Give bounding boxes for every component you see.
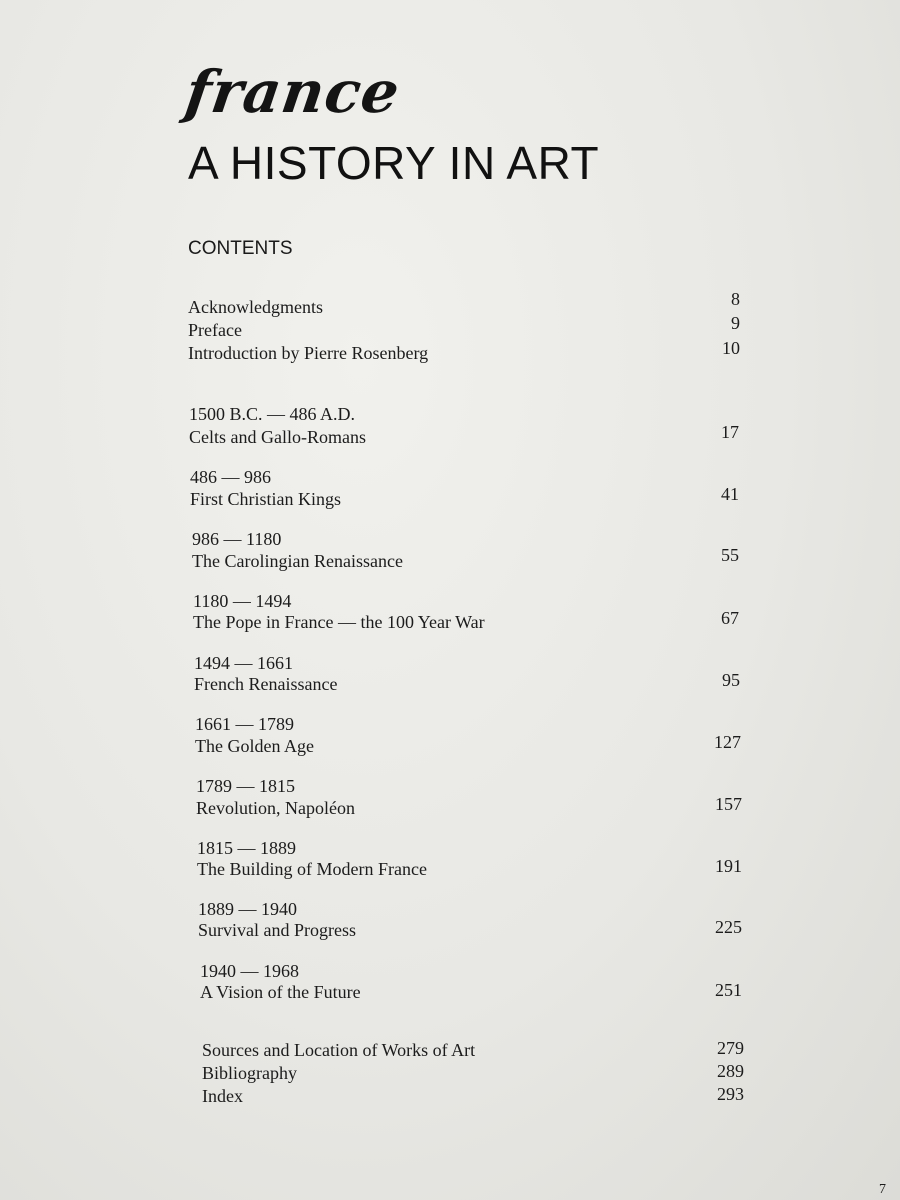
- toc-chapter-title: Survival and Progress: [198, 920, 356, 940]
- toc-chapter-years: 1789 — 1815: [196, 776, 295, 796]
- toc-chapter-page: 157: [715, 794, 742, 814]
- toc-chapter-years: 486 — 986: [190, 467, 271, 487]
- toc-chapter-page: 41: [721, 484, 739, 504]
- toc-chapter-page: 127: [714, 732, 741, 752]
- toc-chapter-page: 225: [715, 917, 742, 937]
- toc-chapter-page: 191: [715, 856, 742, 876]
- toc-front-label: Introduction by Pierre Rosenberg: [188, 343, 429, 363]
- toc-back-label: Index: [202, 1086, 243, 1106]
- toc-chapter-title: Celts and Gallo-Romans: [189, 427, 366, 447]
- toc-back-label: Bibliography: [202, 1063, 297, 1083]
- toc-chapter-title: The Pope in France — the 100 Year War: [193, 612, 485, 632]
- toc-chapter-title: The Golden Age: [195, 736, 314, 756]
- toc-front-label: Preface: [188, 320, 242, 340]
- toc-chapter-years: 1815 — 1889: [197, 838, 296, 858]
- script-title: france: [181, 58, 405, 126]
- toc-back-page: 279: [717, 1038, 744, 1058]
- toc-chapter-years: 1500 B.C. — 486 A.D.: [189, 404, 356, 424]
- toc-chapter-title: Revolution, Napoléon: [196, 798, 355, 818]
- toc-chapter-years: 1889 — 1940: [198, 899, 297, 919]
- toc-back-page: 289: [717, 1061, 744, 1081]
- toc-back-page: 293: [717, 1084, 744, 1104]
- toc-chapter-years: 986 — 1180: [192, 529, 282, 549]
- toc-chapter-years: 1940 — 1968: [200, 961, 299, 981]
- toc-chapter-title: The Building of Modern France: [197, 859, 427, 879]
- contents-heading: CONTENTS: [188, 238, 293, 259]
- toc-chapter-page: 95: [722, 670, 740, 690]
- toc-chapter-title: The Carolingian Renaissance: [192, 551, 403, 571]
- toc-chapter-years: 1180 — 1494: [193, 591, 292, 611]
- toc-back-label: Sources and Location of Works of Art: [202, 1040, 476, 1060]
- toc-chapter-title: First Christian Kings: [190, 489, 342, 509]
- toc-front-page: 8: [731, 289, 740, 309]
- toc-chapter-page: 17: [721, 422, 739, 442]
- toc-chapter-page: 251: [715, 980, 742, 1000]
- toc-chapter-title: French Renaissance: [194, 674, 338, 694]
- toc-front-label: Acknowledgments: [188, 297, 323, 317]
- toc-chapter-page: 67: [721, 608, 739, 628]
- toc-chapter-years: 1661 — 1789: [195, 714, 294, 734]
- toc-chapter-years: 1494 — 1661: [194, 653, 293, 673]
- page-number: 7: [879, 1182, 886, 1197]
- main-title: A HISTORY IN ART: [188, 137, 600, 189]
- toc-chapter-title: A Vision of the Future: [200, 982, 361, 1002]
- toc-chapter-page: 55: [721, 545, 739, 565]
- toc-front-page: 10: [722, 338, 740, 358]
- toc-front-page: 9: [731, 313, 740, 333]
